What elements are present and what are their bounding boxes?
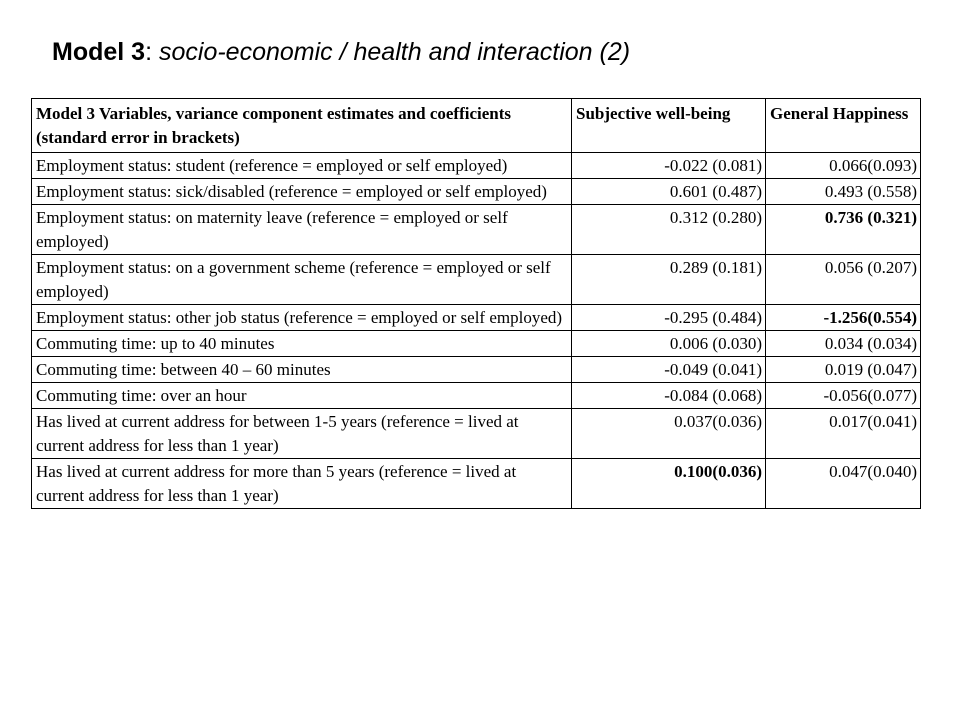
header-row: [32, 99, 921, 153]
variable-label: Commuting time: over an hour: [32, 383, 572, 409]
variable-label: Has lived at current address for more than 5 years (reference = lived at current address for less than 1 year): [32, 459, 572, 509]
subjective-wellbeing-value: 0.006 (0.030): [572, 331, 766, 357]
title-separator: :: [145, 38, 159, 66]
general-happiness-value: 0.019 (0.047): [766, 357, 921, 383]
subjective-wellbeing-value: -0.084 (0.068): [572, 383, 766, 409]
variable-label: Has lived at current address for between 1-5 years (reference = lived at current address for less than 1 year): [32, 409, 572, 459]
results-table: [31, 98, 921, 509]
table-row: [32, 255, 921, 305]
general-happiness-value: 0.017(0.041): [766, 409, 921, 459]
title-subtitle: socio-economic / health and interaction (2): [158, 38, 631, 66]
variable-label: Employment status: sick/disabled (reference = employed or self employed): [32, 179, 572, 205]
slide-title: [52, 34, 630, 70]
general-happiness-value: 0.056 (0.207): [766, 255, 921, 305]
table-row: [32, 205, 921, 255]
general-happiness-value: 0.736 (0.321): [766, 205, 921, 255]
subjective-wellbeing-value: -0.022 (0.081): [572, 153, 766, 179]
table-row: [32, 331, 921, 357]
general-happiness-value: -0.056(0.077): [766, 383, 921, 409]
variable-label: Commuting time: up to 40 minutes: [32, 331, 572, 357]
subjective-wellbeing-value: 0.289 (0.181): [572, 255, 766, 305]
variable-label: Commuting time: between 40 – 60 minutes: [32, 357, 572, 383]
general-happiness-value: -1.256(0.554): [766, 305, 921, 331]
table-row: [32, 305, 921, 331]
header-general-happiness: General Happiness: [766, 99, 921, 153]
general-happiness-value: 0.047(0.040): [766, 459, 921, 509]
variable-label: Employment status: other job status (reference = employed or self employed): [32, 305, 572, 331]
subjective-wellbeing-value: 0.601 (0.487): [572, 179, 766, 205]
general-happiness-value: 0.034 (0.034): [766, 331, 921, 357]
general-happiness-value: 0.066(0.093): [766, 153, 921, 179]
table-row: [32, 459, 921, 509]
header-variables: Model 3 Variables, variance component estimates and coefficients (standard error in brackets): [32, 99, 572, 153]
subjective-wellbeing-value: -0.295 (0.484): [572, 305, 766, 331]
header-subjective-wellbeing: Subjective well-being: [572, 99, 766, 153]
variable-label: Employment status: on maternity leave (reference = employed or self employed): [32, 205, 572, 255]
table-row: [32, 153, 921, 179]
table-row: [32, 409, 921, 459]
table-row: [32, 179, 921, 205]
subjective-wellbeing-value: 0.312 (0.280): [572, 205, 766, 255]
title-model-label: Model 3: [52, 38, 146, 66]
table-row: [32, 383, 921, 409]
table-body: [32, 153, 921, 509]
subjective-wellbeing-value: -0.049 (0.041): [572, 357, 766, 383]
table-row: [32, 357, 921, 383]
general-happiness-value: 0.493 (0.558): [766, 179, 921, 205]
subjective-wellbeing-value: 0.037(0.036): [572, 409, 766, 459]
variable-label: Employment status: student (reference = employed or self employed): [32, 153, 572, 179]
variable-label: Employment status: on a government scheme (reference = employed or self employed): [32, 255, 572, 305]
subjective-wellbeing-value: 0.100(0.036): [572, 459, 766, 509]
